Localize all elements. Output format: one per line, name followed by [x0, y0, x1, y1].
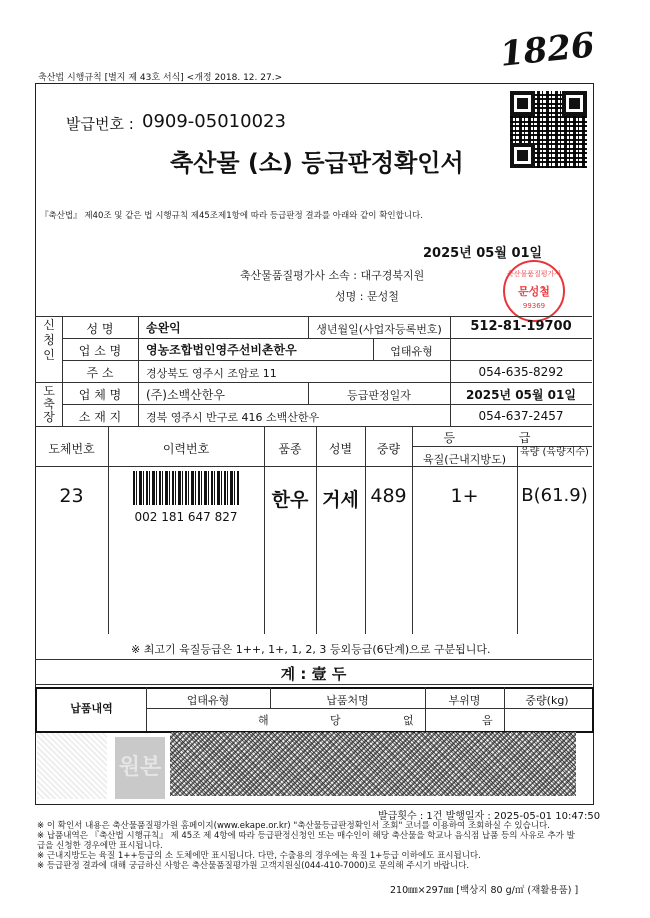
birth-value: 512-81-19700 [470, 319, 572, 334]
weight: 489 [370, 485, 407, 507]
slaughterhouse-phone: 054-637-2457 [478, 409, 564, 423]
location-value: 경북 영주시 반구로 416 소백산한우 [146, 411, 320, 424]
delivery-label: 납품내역 [70, 702, 113, 715]
delivery-value-4: 음 [482, 714, 493, 727]
trace-barcode [133, 471, 239, 505]
note-1: ※ 이 확인서 내용은 축산물품질평가원 홈페이지(www.ekape.or.kr) "축산물등급판정확인서 조회" 코너를 이용하여 조회하실 수 있습니다. [37, 821, 550, 831]
col-carcass-no: 도체번호 [48, 442, 95, 456]
evaluator-name: 성명 : 문성철 [335, 290, 399, 303]
address-value: 경상북도 영주시 조암로 11 [146, 367, 277, 380]
col-yield-grade: 육량 (육량지수) [520, 447, 589, 458]
trace-no: 002 181 647 827 [134, 510, 238, 524]
security-pattern-left [37, 733, 107, 799]
applicant-phone: 054-635-8292 [478, 365, 564, 379]
col-breed: 품종 [278, 442, 302, 456]
col-grade: 등 급 [443, 431, 561, 445]
company-name: 영농조합법인영주선비촌한우 [146, 343, 297, 357]
issue-no: 0909-05010023 [142, 111, 286, 132]
security-watermark: 원본 [115, 737, 165, 799]
applicant-section-label: 신청인 [43, 318, 55, 362]
col-weight: 중량 [376, 442, 401, 456]
col-quality-grade: 육질(근내지방도) [423, 453, 506, 466]
slaughterhouse-section-label: 도축장 [43, 384, 55, 424]
security-pattern [170, 732, 576, 796]
delivery-col-type: 업태유형 [186, 694, 230, 707]
issue-no-label: 발급번호 : [66, 115, 134, 133]
delivery-col-part: 부위명 [448, 694, 481, 707]
applicant-name: 송완익 [146, 321, 181, 335]
col-sex: 성별 [328, 442, 353, 456]
applicant-name-label: 성 명 [86, 322, 114, 336]
qr-code [510, 91, 587, 168]
page-title: 축산물 (소) 등급판정확인서 [170, 149, 464, 177]
delivery-col-weight: 중량(kg) [525, 694, 569, 707]
total-count: 계 : 壹 두 [280, 665, 347, 683]
delivery-col-place: 납품처명 [326, 694, 369, 707]
slaughterhouse-name: (주)소백산한우 [146, 388, 225, 402]
grading-date: 2025년 05월 01일 [466, 388, 576, 402]
grading-date-label: 등급판정일자 [347, 389, 411, 402]
col-trace-no: 이력번호 [162, 442, 210, 456]
delivery-value-3: 없 [403, 714, 414, 727]
issue-info: 발급횟수 : 1건 발행일자 : 2025-05-01 10:47:50 [378, 811, 601, 822]
location-label: 소 재 지 [78, 410, 122, 424]
slaughterhouse-name-label: 업 체 명 [78, 388, 122, 402]
delivery-value-1: 해 [258, 714, 269, 727]
birth-label: 생년월일(사업자등록번호) [316, 323, 442, 336]
address-label: 주 소 [86, 366, 114, 380]
yield-grade: B(61.9) [521, 485, 588, 506]
biztype-label: 업태유형 [390, 345, 433, 358]
grade-note: ※ 최고기 육질등급은 1++, 1+, 1, 2, 3 등외등급(6단계)으로 구분됩니다. [131, 643, 491, 656]
note-2: ※ 납품내역은 『축산법 시행규칙』 제 45조 제 4항에 따라 등급판정신청인 또는 매수인이 해당 축산물을 학교나 음식점 납품 등의 사유로 추가 발급을 신청한 경우에만 표시됩니다. [37, 831, 575, 851]
official-seal: 축산물품질평가사 문성철 99369 [503, 260, 565, 322]
note-4: ※ 등급판정 결과에 대해 궁금하신 사항은 축산물품질평가원 고객지원실(044-410-7000)로 문의해 주시기 바랍니다. [37, 861, 470, 871]
note-3: ※ 근내지방도는 육질 1++등급의 소 도체에만 표시됩니다. 다만, 수출용의 경우에는 육질 1+등급 이하에도 표시됩니다. [37, 851, 481, 861]
issue-date: 2025년 05월 01일 [423, 246, 543, 261]
company-label: 업 소 명 [78, 344, 122, 358]
regulation-text: 축산법 시행규칙 [별지 제 43호 서식] <개정 2018. 12. 27.> [38, 73, 283, 83]
carcass-no: 23 [59, 485, 84, 507]
evaluator-affiliation: 축산물품질평가사 소속 : 대구경북지원 [240, 269, 425, 282]
sex: 거세 [322, 489, 359, 511]
handwritten-number: 1826 [498, 25, 597, 75]
delivery-value-2: 당 [330, 714, 341, 727]
notes [37, 821, 577, 871]
breed: 한우 [271, 489, 309, 511]
paper-spec: 210㎜×297㎜ [백상지 80 g/㎡ (재활용품) ] [390, 885, 579, 896]
intro-text: 『축산법』 제40조 및 같은 법 시행규칙 제45조제1항에 따라 등급판정 결과를 아래와 같이 확인합니다. [40, 211, 423, 221]
quality-grade: 1+ [450, 485, 479, 507]
